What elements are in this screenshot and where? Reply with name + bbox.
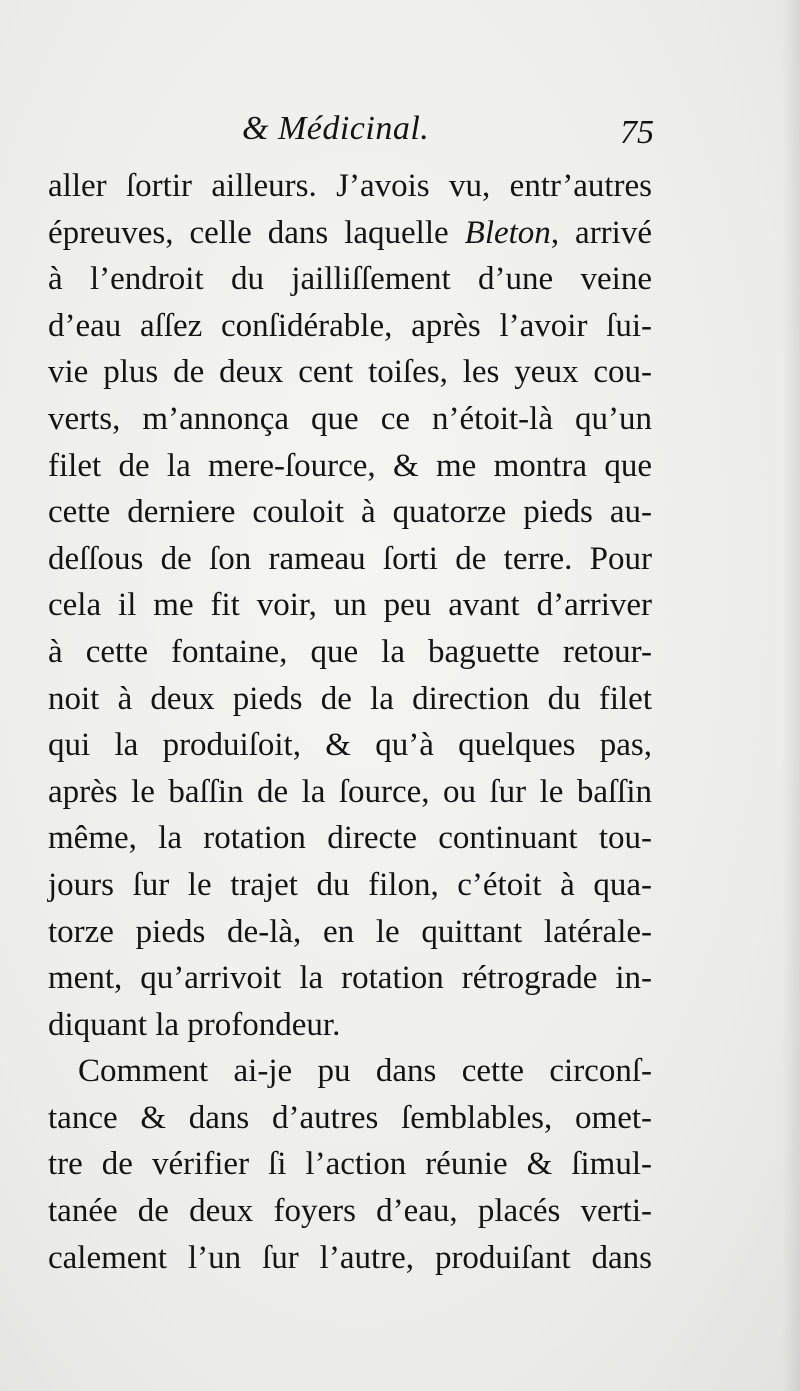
text-line: après le baſſin de la ſource, ou ſur le baſſin: [48, 773, 652, 810]
text-line: torze pieds de-là, en le quittant latérale-: [48, 913, 652, 950]
text-line: vie plus de deux cent toiſes, les yeux cou-: [48, 354, 652, 391]
text-line: tre de vérifier ſi l’action réunie & ſimul-: [48, 1146, 652, 1183]
page-edge-shadow: [782, 0, 800, 1391]
text-line: ment, qu’arrivoit la rotation rétrograde in-: [48, 960, 652, 997]
page-header: [48, 104, 654, 160]
text-line: épreuves, celle dans laquelle Bleton, arrivé: [48, 214, 652, 251]
text-line: tance & dans d’autres ſemblables, omet-: [48, 1099, 652, 1136]
paragraph-2: [48, 1048, 652, 1281]
body-text: [48, 163, 652, 1281]
text-line: d’eau aſſez conſidérable, après l’avoir ſui-: [48, 307, 652, 344]
italic-name: Bleton: [464, 214, 551, 251]
text-line: filet de la mere-ſource, & me montra que: [48, 447, 652, 484]
text-line: à l’endroit du jailliſſement d’une veine: [48, 261, 652, 298]
text-line: à cette fontaine, que la baguette retour-: [48, 633, 652, 670]
text-line: verts, m’annonça que ce n’étoit-là qu’un: [48, 400, 652, 437]
text-line: tanée de deux foyers d’eau, placés verti-: [48, 1193, 652, 1230]
text-line: jours ſur le trajet du filon, c’étoit à qua-: [48, 866, 652, 903]
text-line: cela il me fit voir, un peu avant d’arriver: [48, 587, 652, 624]
text-line: même, la rotation directe continuant tou-: [48, 820, 652, 857]
text-line: aller ſortir ailleurs. J’avois vu, entr’autres: [48, 168, 652, 204]
paragraph-1: [48, 163, 652, 1048]
text-line: noit à deux pieds de la direction du filet: [48, 680, 652, 717]
text-line: qui la produiſoit, & qu’à quelques pas,: [48, 727, 652, 764]
page-number: 75: [620, 114, 654, 151]
text-line: calement l’un ſur l’autre, produiſant dans: [48, 1239, 652, 1276]
running-head: & Médicinal.: [242, 110, 430, 147]
text-line: Comment ai-je pu dans cette circonſ-: [78, 1053, 652, 1090]
text-line: diquant la profondeur.: [48, 1006, 341, 1043]
text-line: cette derniere couloit à quatorze pieds au-: [48, 494, 652, 531]
text-line: deſſous de ſon rameau ſorti de terre. Pour: [48, 540, 652, 577]
